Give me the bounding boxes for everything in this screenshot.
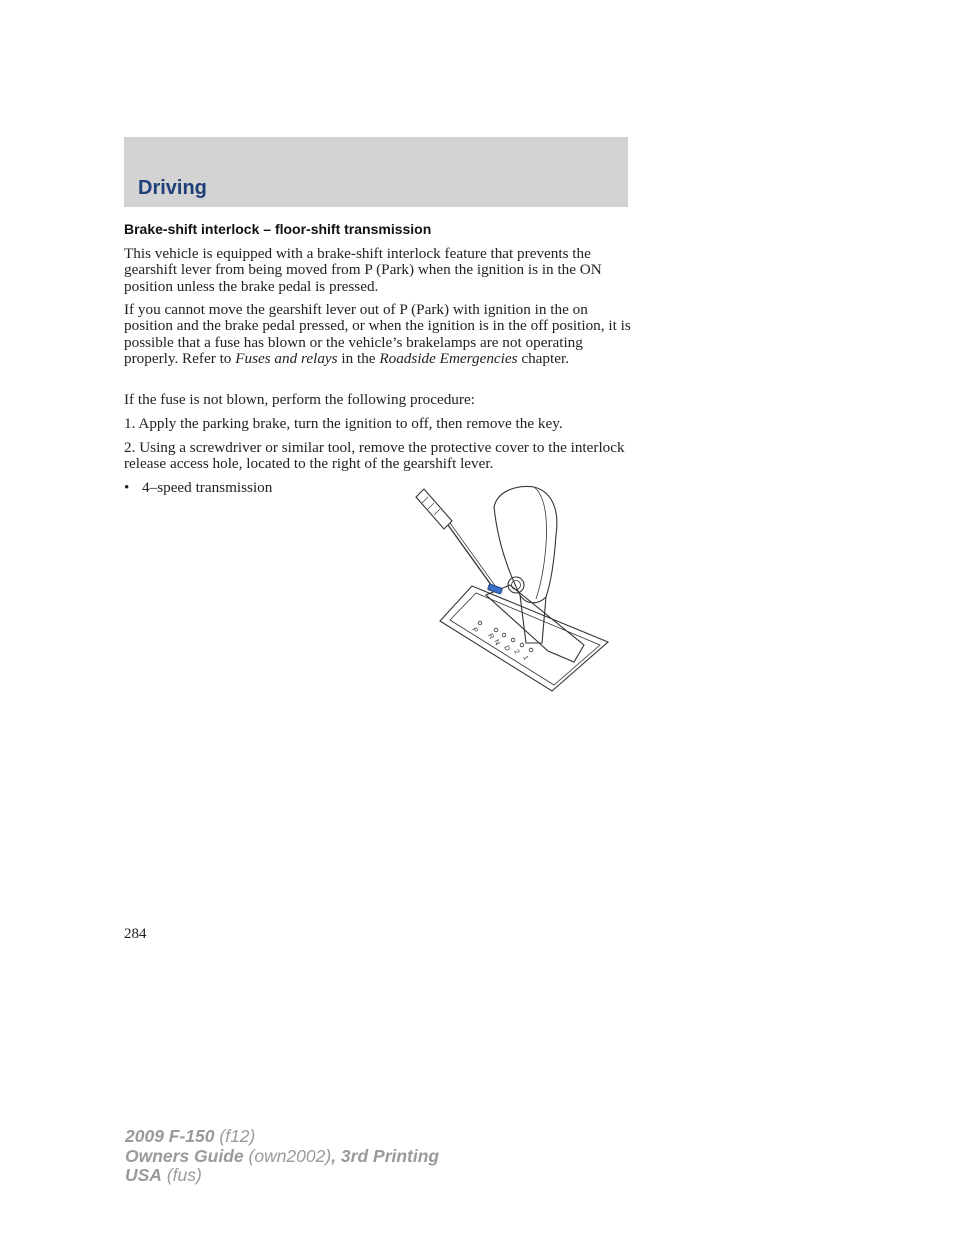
fuses-relays-reference: Fuses and relays (235, 350, 338, 368)
sub-heading: Brake-shift interlock – floor-shift transmission (124, 221, 432, 237)
footer-printing: , 3rd Printing (331, 1145, 440, 1166)
section-header-band (124, 137, 628, 207)
paragraph-fuse-note-text-a: If you cannot move the gearshift lever out of P (Park) with ignition in the on position and the brake pedal pressed, or when the ignition is in the off position, it is possible that a fuse has blown or the vehicle’s brakelamps are not operating properly. Refer to (124, 301, 631, 368)
gear-label-n: N (492, 638, 501, 647)
lever-handle (494, 487, 557, 603)
screwdriver-grip-line (422, 497, 428, 503)
screwdriver-grip-line (434, 509, 440, 515)
paragraph-intro: This vehicle is equipped with a brake-shift interlock feature that prevents the gearshift lever from being moved from P (Park) when the ignition is in the ON position unless the brake pedal is pressed. (124, 245, 602, 295)
screwdriver-shaft-edge (450, 523, 496, 587)
screwdriver-grip-line (428, 503, 434, 509)
step-1: 1. Apply the parking brake, turn the ignition to off, then remove the key. (124, 415, 563, 432)
footer-market: USA (125, 1165, 162, 1185)
paragraph-fuse-note (124, 302, 632, 368)
footer-market-code: (fus) (161, 1165, 202, 1185)
page-number: 284 (124, 926, 147, 942)
gear-label-2: 2 (512, 648, 521, 656)
bullet-item-label: 4–speed transmission (142, 479, 273, 496)
gear-indicator-dot (511, 638, 515, 642)
section-title: Driving (138, 177, 207, 199)
gearshift-illustration (410, 485, 610, 697)
footer-guide-code: (own2002) (243, 1145, 332, 1166)
paragraph-fuse-note-text-c: chapter. (517, 350, 569, 368)
paragraph-fuse-note-text-b: in the (337, 350, 380, 368)
footer-guide: Owners Guide (125, 1145, 244, 1166)
footer (125, 1127, 439, 1186)
footer-model-code: (f12) (214, 1126, 256, 1146)
gear-indicator-dot (502, 633, 506, 637)
gear-indicator-dot (478, 621, 482, 625)
gear-label-1: 1 (521, 654, 530, 662)
gear-indicator-dot (529, 648, 533, 652)
roadside-emergencies-reference: Roadside Emergencies (379, 350, 518, 368)
footer-model: 2009 F-150 (125, 1126, 215, 1146)
shift-lock-button-inner (512, 581, 521, 590)
lever-handle-shade (534, 487, 547, 599)
footer-line-2 (125, 1147, 439, 1167)
screwdriver-handle (416, 489, 452, 529)
shift-slot (486, 585, 584, 662)
gear-label-d: D (502, 644, 511, 653)
footer-line-3 (125, 1166, 439, 1186)
bullet-item (124, 479, 272, 497)
gear-indicator-dot (494, 628, 498, 632)
screwdriver-shaft (448, 525, 494, 589)
gear-label-r: R (486, 632, 495, 641)
console-plate (440, 586, 608, 691)
footer-line-1 (125, 1127, 439, 1147)
paragraph-procedure-intro: If the fuse is not blown, perform the following procedure: (124, 391, 475, 408)
bullet-dot: • (124, 479, 130, 496)
step-2: 2. Using a screwdriver or similar tool, remove the protective cover to the interlock release access hole, located to the right of the gearshift lever. (124, 439, 625, 473)
lever-stem (520, 595, 546, 643)
gear-label-p: P (470, 626, 479, 635)
gear-indicator-dot (520, 643, 524, 647)
